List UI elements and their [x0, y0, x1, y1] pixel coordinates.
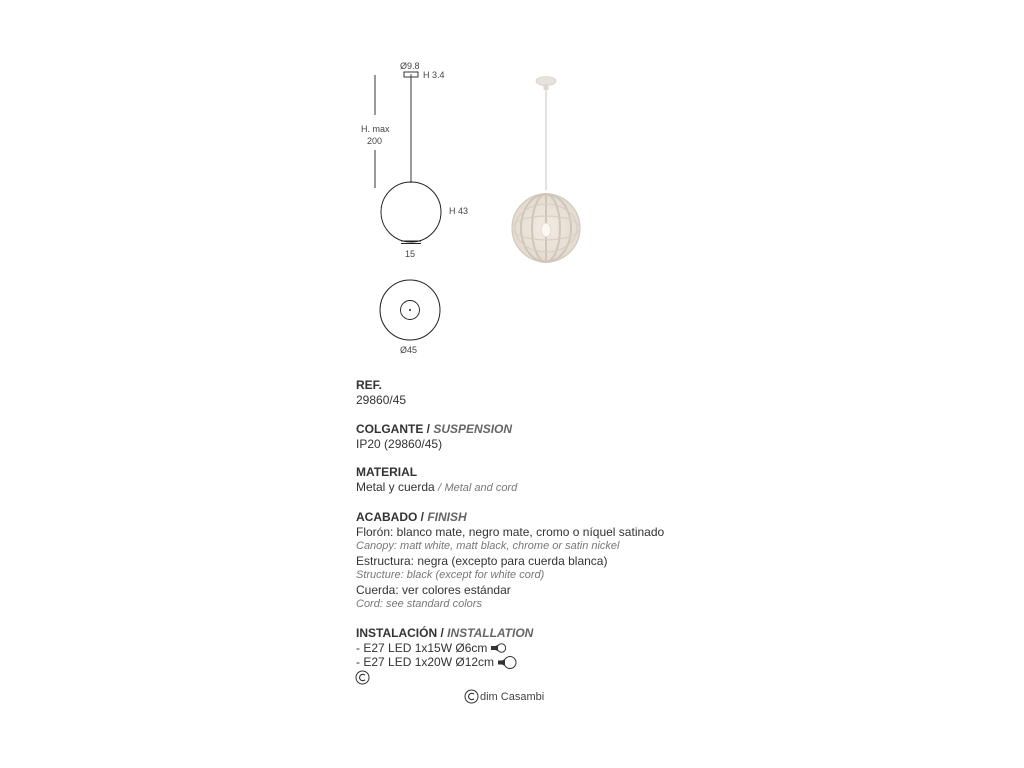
material-value-en: Metal and cord	[444, 482, 518, 494]
finish-heading-en: FINISH	[427, 509, 467, 524]
shade-side-view	[381, 182, 441, 242]
installation-line-1-text: - E27 LED 1x15W Ø6cm	[356, 640, 488, 655]
type-heading	[356, 422, 776, 437]
installation-line-2	[356, 655, 776, 670]
finish-canopy-es: Florón: blanco mate, negro mate, cromo o níquel satinado	[356, 524, 665, 539]
ref-section	[356, 378, 776, 408]
installation-line-1	[356, 641, 776, 656]
shade-height-label: H 43	[449, 206, 469, 216]
type-heading-es: COLGANTE /	[356, 421, 430, 436]
canopy-diameter-label: Ø9.8	[400, 61, 420, 71]
finish-heading	[356, 510, 776, 525]
ref-heading: REF.	[356, 378, 383, 392]
material-value-es: Metal y cuerda	[356, 480, 435, 494]
large-bulb-icon	[497, 655, 517, 670]
finish-cord-es: Cuerda: ver colores estándar	[356, 582, 511, 597]
ref-value: 29860/45	[356, 393, 407, 407]
installation-heading	[356, 626, 776, 641]
height-max-value: 200	[367, 136, 383, 146]
material-heading: MATERIAL	[356, 465, 418, 479]
casambi-logo-icon	[355, 670, 370, 685]
material-section	[356, 465, 776, 496]
height-max-label: H. max	[361, 124, 390, 134]
finish-cord-en: Cord: see standard colors	[356, 598, 482, 610]
pendant-lamp-illustration	[505, 72, 590, 272]
casambi-credit-icon	[464, 689, 479, 704]
installation-heading-en: INSTALLATION	[447, 625, 534, 640]
finish-structure-en: Structure: black (except for white cord)	[356, 569, 545, 581]
installation-line-2-text: - E27 LED 1x20W Ø12cm	[356, 655, 495, 670]
casambi-credit	[464, 689, 544, 704]
small-bulb-icon	[490, 642, 507, 654]
finish-heading-es: ACABADO /	[356, 509, 424, 524]
canopy-height-label: H 3.4	[423, 70, 445, 80]
installation-heading-es: INSTALACIÓN /	[356, 625, 444, 640]
specifications	[356, 378, 776, 684]
material-separator: /	[438, 482, 442, 494]
finish-canopy-en: Canopy: matt white, matt black, chrome or satin nickel	[356, 540, 620, 552]
technical-drawing	[355, 55, 469, 365]
type-heading-en: SUSPENSION	[433, 421, 513, 436]
installation-section	[356, 626, 776, 671]
top-view-diameter-label: Ø45	[400, 345, 418, 355]
opening-label: 15	[405, 249, 416, 259]
material-value	[356, 480, 776, 496]
finish-structure-es: Estructura: negra (excepto para cuerda blanca)	[356, 553, 608, 568]
product-photo	[505, 72, 590, 272]
type-section	[356, 422, 776, 452]
ip-rating: IP20 (29860/45)	[356, 436, 443, 451]
casambi-credit-text: dim Casambi	[480, 690, 545, 703]
finish-section	[356, 510, 776, 612]
